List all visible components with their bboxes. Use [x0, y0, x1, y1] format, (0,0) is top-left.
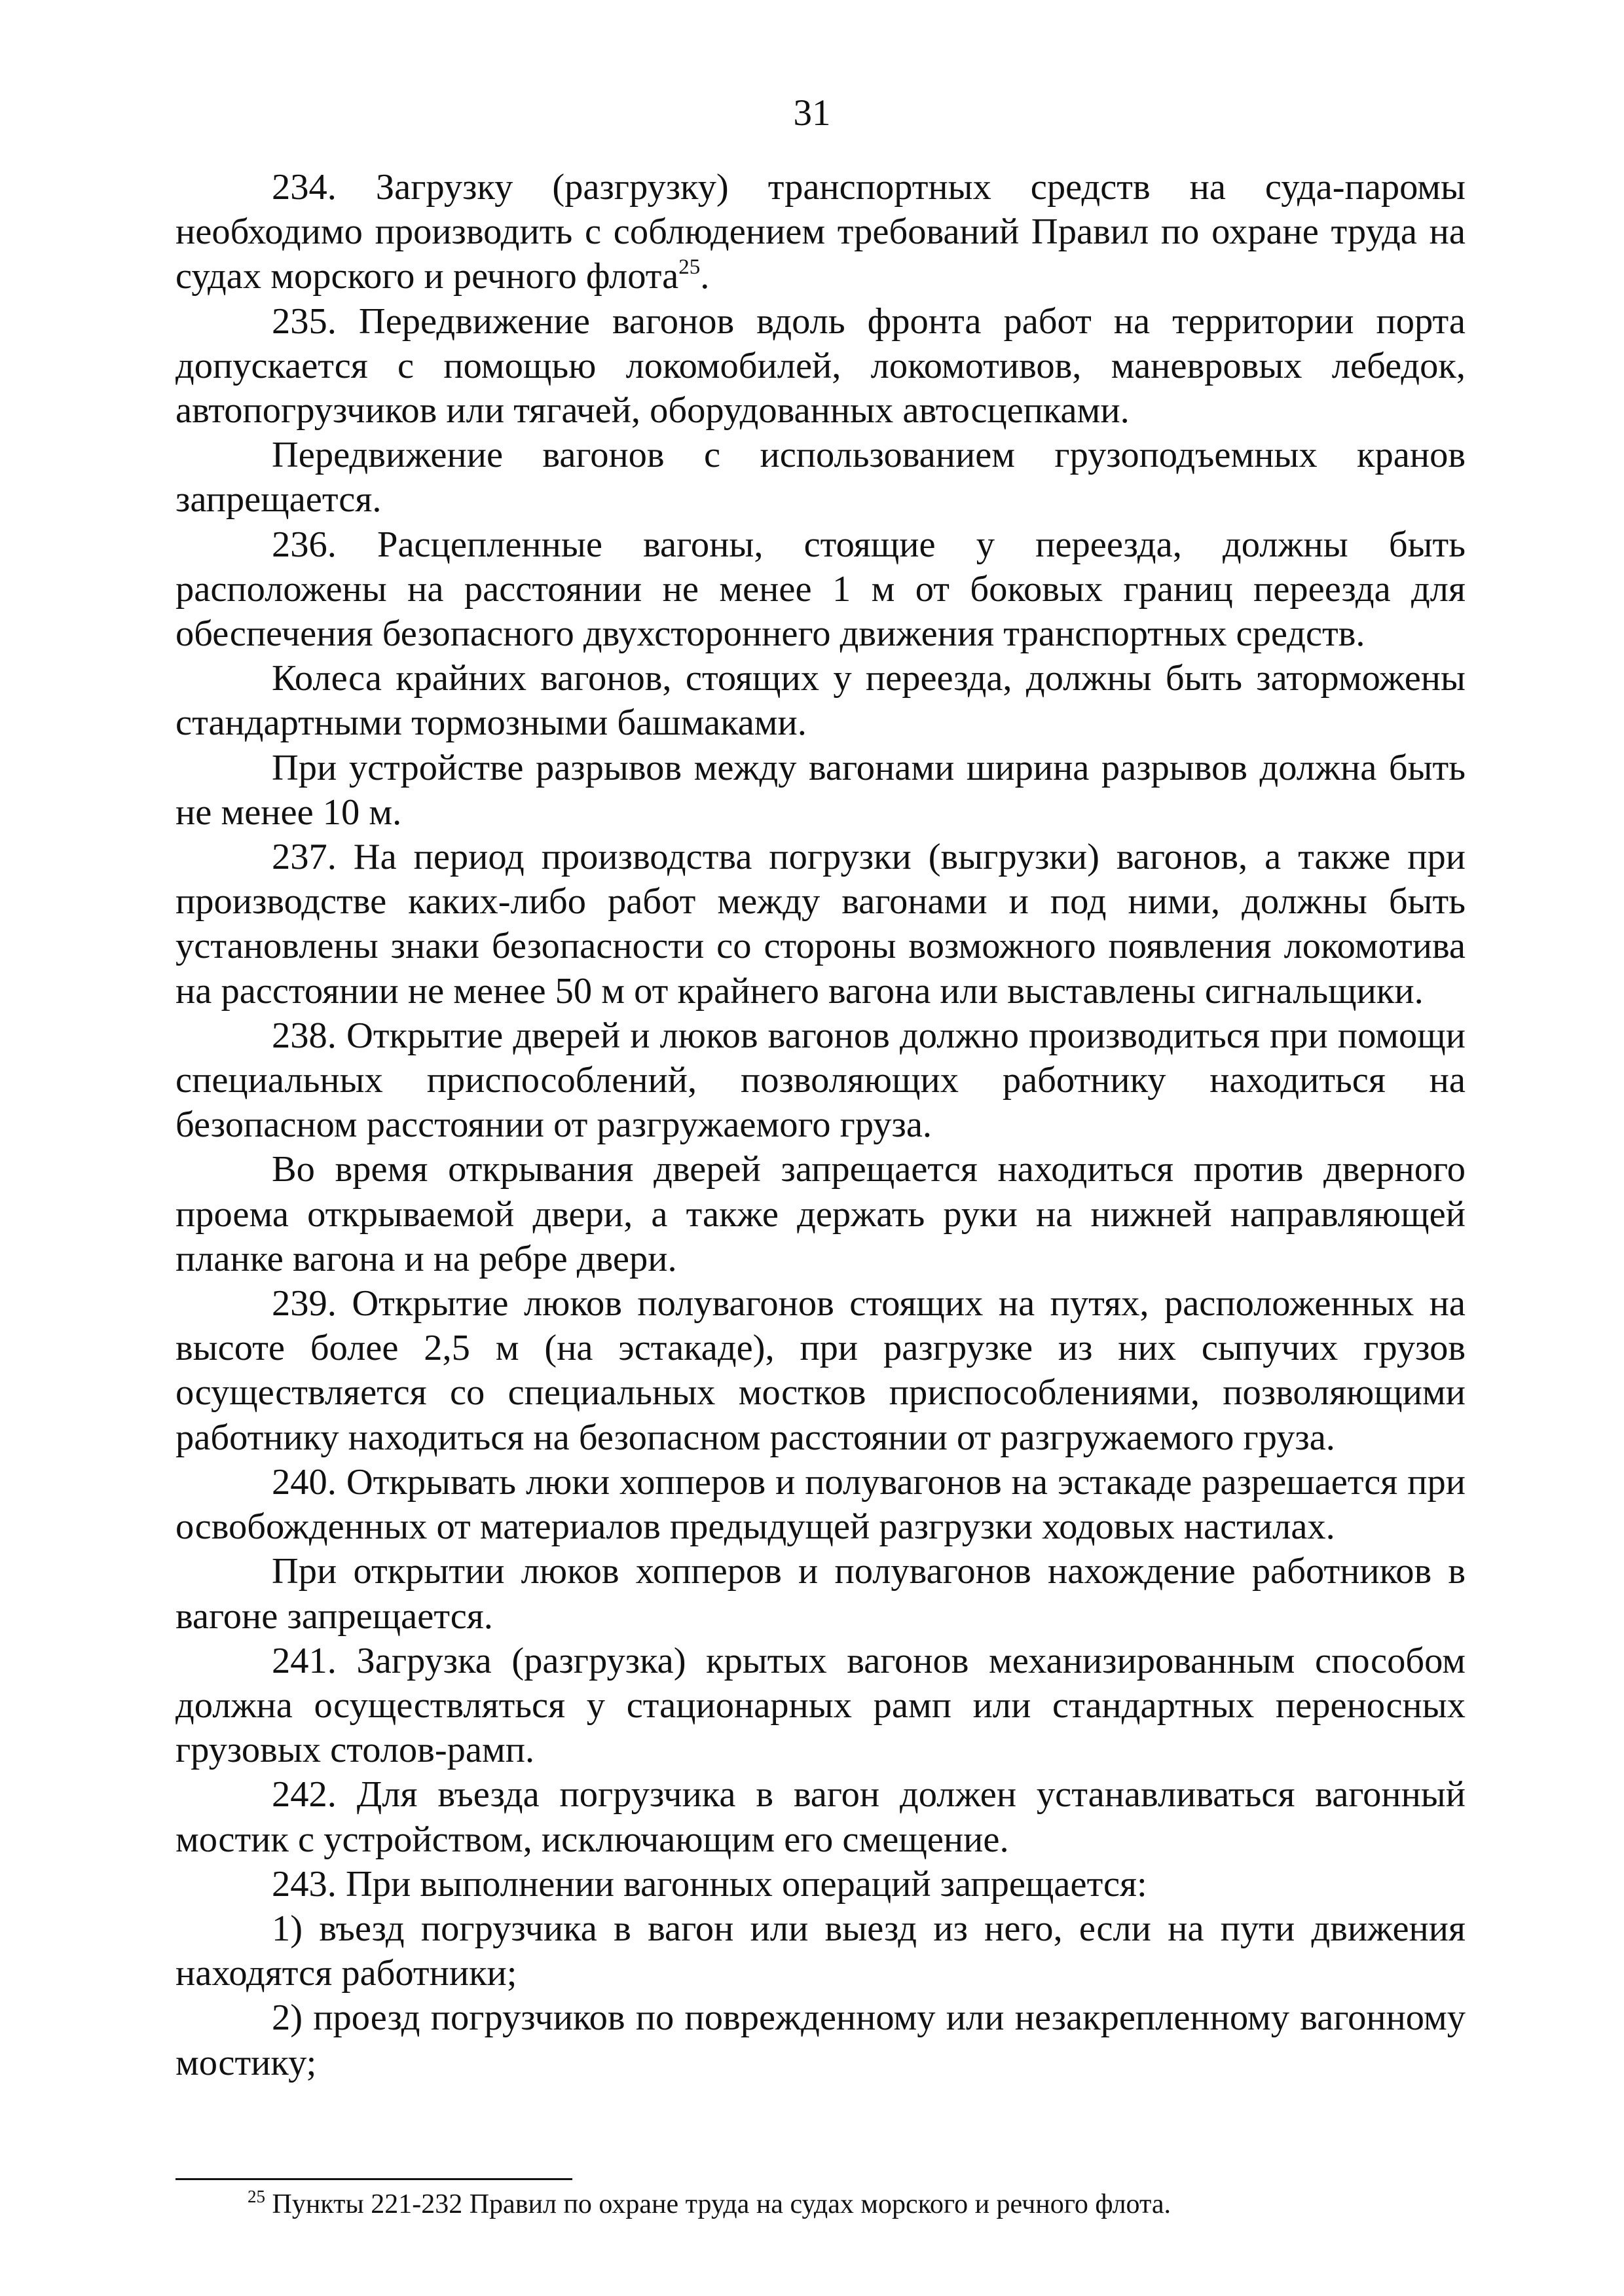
paragraph-236: 236. Расцепленные вагоны, стоящие у переезда, должны быть расположены на расстоянии не менее 1 м от боковых границ переезда для обеспечения безопасного двухстороннего движения транспортных средств.: [175, 524, 1466, 655]
footnote-text: Пункты 221-232 Правил по охране труда на судах морского и речного флота.: [265, 2189, 1172, 2219]
page-number: 31: [793, 92, 831, 134]
paragraph-235-cont: Передвижение вагонов с использованием грузоподъемных кранов запрещается.: [175, 435, 1466, 520]
paragraph-243: 243. При выполнении вагонных операций запрещается:: [272, 1863, 1147, 1904]
paragraph-text: 234. Загрузку (разгрузку) транспортных средств на суда-паромы необходимо производить с соблюдением требований Правил по охране труда на судах морского и речного флота: [175, 167, 1466, 297]
footnote-marker: 25: [248, 2187, 265, 2206]
document-body: [175, 165, 1466, 2085]
paragraph-239: 239. Открытие люков полувагонов стоящих на путях, расположенных на высоте более 2,5 м (на эстакаде), при разгрузке из них сыпучих грузов осуществляется со специальных мостков приспособлениями, позволяющими работнику находиться на безопасном расстоянии от разгружаемого груза.: [175, 1283, 1466, 1458]
footnote-reference: 25: [678, 255, 701, 280]
paragraph-237: 237. На период производства погрузки (выгрузки) вагонов, а также при производстве каких-либо работ между вагонами и под ними, должны быть установлены знаки безопасности со стороны возможного появления локомотива на расстоянии не менее 50 м от крайнего вагона или выставлены сигнальщики.: [175, 837, 1466, 1011]
paragraph-242: 242. Для въезда погрузчика в вагон должен устанавливаться вагонный мостик с устройством, исключающим его смещение.: [175, 1774, 1466, 1860]
paragraph-236-cont-2: При устройстве разрывов между вагонами ширина разрывов должна быть не менее 10 м.: [175, 747, 1466, 833]
paragraph-243-item-2: 2) проезд погрузчиков по поврежденному или незакрепленному вагонному мостику;: [175, 1997, 1466, 2083]
paragraph-238: 238. Открытие дверей и люков вагонов должно производиться при помощи специальных приспособлений, позволяющих работнику находиться на безопасном расстоянии от разгружаемого груза.: [175, 1015, 1466, 1146]
paragraph-240: 240. Открывать люки хопперов и полувагонов на эстакаде разрешается при освобожденных от материалов предыдущей разгрузки ходовых настилах.: [175, 1461, 1466, 1548]
paragraph-243-item-1: 1) въезд погрузчика в вагон или выезд из него, если на пути движения находятся работники;: [175, 1908, 1466, 1994]
paragraph-235: 235. Передвижение вагонов вдоль фронта работ на территории порта допускается с помощью локомобилей, локомотивов, маневровых лебедок, автопогрузчиков или тягачей, оборудованных автосцепками.: [175, 301, 1466, 431]
paragraph-236-cont-1: Колеса крайних вагонов, стоящих у переезда, должны быть заторможены стандартными тормозными башмаками.: [175, 658, 1466, 744]
footnote: [175, 2183, 1466, 2225]
footnote-divider: [175, 2178, 572, 2180]
paragraph-240-cont: При открытии люков хопперов и полувагонов нахождение работников в вагоне запрещается.: [175, 1551, 1466, 1637]
paragraph-238-cont: Во время открывания дверей запрещается находиться против дверного проема открываемой двери, а также держать руки на нижней направляющей планке вагона и на ребре двери.: [175, 1149, 1466, 1279]
paragraph-234: [175, 165, 1466, 299]
paragraph-tail: .: [700, 256, 710, 297]
paragraph-241: 241. Загрузка (разгрузка) крытых вагонов механизированным способом должна осуществляться у стационарных рамп или стандартных переносных грузовых столов-рамп.: [175, 1640, 1466, 1771]
